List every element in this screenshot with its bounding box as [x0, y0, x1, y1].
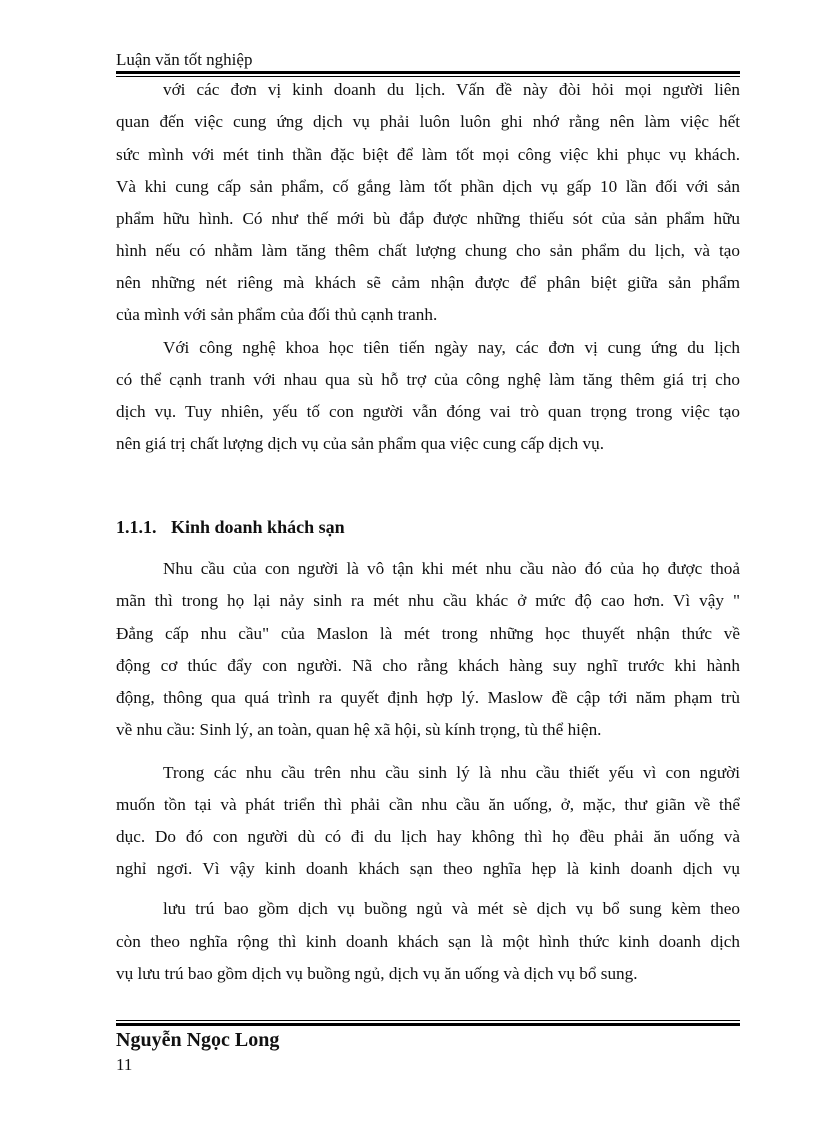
text-line: vụ lưu trú bao gồm dịch vụ buồng ngủ, dịch vụ ăn uống và dịch vụ bổ sung. [116, 964, 638, 983]
footer-rule-thin [116, 1020, 740, 1021]
header-rule-thick [116, 71, 740, 74]
text-line: dịch vụ. Tuy nhiên, yếu tố con người vẫn đóng vai trò quan trọng trong việc tạo [116, 402, 740, 421]
text-line: muốn tồn tại và phát triển thì phải cần nhu cầu ăn uống, ở, mặc, thư giãn về thể [116, 795, 740, 814]
text-line: còn theo nghĩa rộng thì kinh doanh khách sạn là một hình thức kinh doanh dịch [116, 932, 740, 951]
footer-rule-thick [116, 1023, 740, 1026]
section-title: Kinh doanh khách sạn [171, 517, 345, 537]
text-line: Trong các nhu cầu trên nhu cầu sinh lý là nhu cầu thiết yếu vì con người [163, 763, 740, 782]
text-line: Và khi cung cấp sản phẩm, cố gắng làm tốt phần dịch vụ gấp 10 lần đối với sản [116, 177, 740, 196]
text-line: với các đơn vị kinh doanh du lịch. Vấn đề này đòi hỏi mọi người liên [163, 80, 740, 99]
text-line: lưu trú bao gồm dịch vụ buồng ngủ và mét sè dịch vụ bổ sung kèm theo [163, 899, 740, 918]
text-line: mãn thì trong họ lại nảy sinh ra mét nhu cầu khác ở mức độ cao hơn. Vì vậy " [116, 591, 740, 610]
text-line: nghỉ ngơi. Vì vậy kinh doanh khách sạn theo nghĩa hẹp là kinh doanh dịch vụ [116, 859, 740, 878]
document-header-title: Luận văn tốt nghiệp [116, 50, 253, 69]
section-number: 1.1.1. [116, 517, 157, 537]
text-line: hình nếu có nhằm làm tăng thêm chất lượng chung cho sản phẩm du lịch, và tạo [116, 241, 740, 260]
text-line: có thể cạnh tranh với nhau qua sù hỗ trợ của công nghệ làm tăng thêm giá trị cho [116, 370, 740, 389]
header-rule-thin [116, 76, 740, 77]
text-line: Đẳng cấp nhu cầu" của Maslon là mét trong những học thuyết nhận thức về [116, 624, 740, 643]
text-line: Với công nghệ khoa học tiên tiến ngày nay, các đơn vị cung ứng du lịch [163, 338, 740, 357]
text-line: sức mình với mét tinh thần đặc biệt để làm tốt mọi công việc khi phục vụ khách. [116, 145, 740, 164]
text-line: Nhu cầu của con người là vô tận khi mét nhu cầu nào đó của họ được thoả [163, 559, 740, 578]
page-number: 11 [116, 1055, 133, 1074]
text-line: động cơ thúc đẩy con người. Nã cho rằng khách hàng suy nghĩ trước khi hành [116, 656, 740, 675]
footer-author: Nguyễn Ngọc Long [116, 1029, 280, 1051]
text-line: động, thông qua quá trình ra quyết định hợp lý. Maslow đề cập tới năm phạm trù [116, 688, 740, 707]
text-line: nên giá trị chất lượng dịch vụ của sản phẩm qua việc cung cấp dịch vụ. [116, 434, 605, 453]
text-line: của mình với sản phẩm của đối thủ cạnh tranh. [116, 305, 438, 324]
section-heading [116, 517, 345, 538]
text-line: nên những nét riêng mà khách sẽ cảm nhận được để phân biệt giữa sản phẩm [116, 273, 740, 292]
text-line: quan đến việc cung ứng dịch vụ phải luôn luôn ghi nhớ rằng nên làm việc hết [116, 112, 740, 131]
text-line: phẩm hữu hình. Có như thế mới bù đắp được những thiếu sót của sản phẩm hữu [116, 209, 740, 228]
text-line: về nhu cầu: Sinh lý, an toàn, quan hệ xã hội, sù kính trọng, tù thể hiện. [116, 720, 602, 739]
text-line: dục. Do đó con người dù có đi du lịch hay không thì họ đều phải ăn uống và [116, 827, 740, 846]
